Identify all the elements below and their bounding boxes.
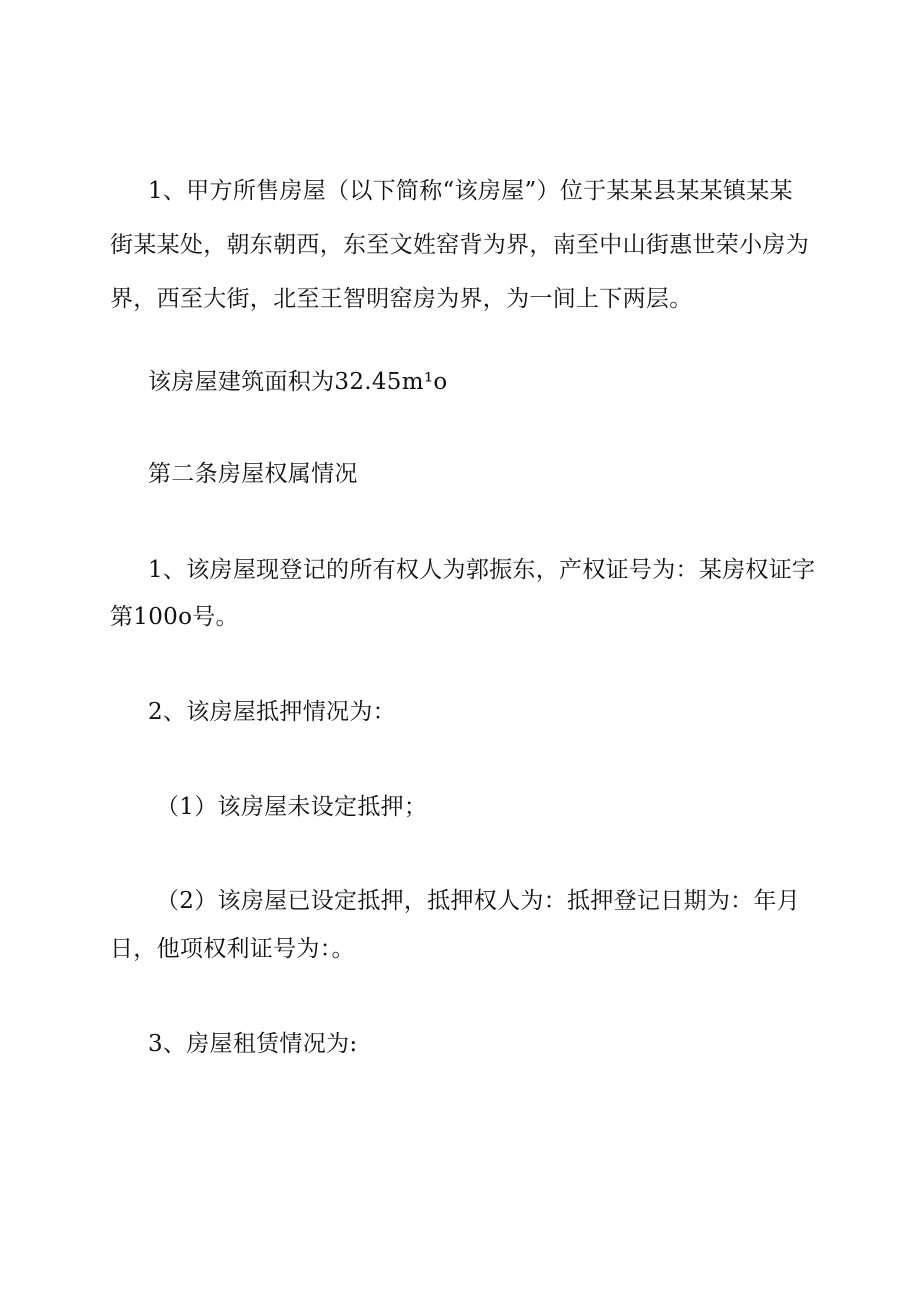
paragraph-1-line-3: 界，西至大街，北至王智明窑房为界，为一间上下两层。 [110,286,693,312]
section-heading-ownership: 第二条房屋权属情况 [148,461,358,487]
paragraph-1-line-2: 街某某处，朝东朝西，东至文姓窑背为界，南至中山街惠世荣小房为 [110,232,809,258]
paragraph-owner-line-2: 第100o号。 [110,604,239,630]
paragraph-mortgage-option-2-line-1: （2）该房屋已设定抵押，抵押权人为：抵押登记日期为：年月 [156,888,801,914]
paragraph-lease-heading: 3、房屋租赁情况为: [148,1031,358,1057]
paragraph-1-line-1: 1、甲方所售房屋（以下简称“该房屋”）位于某某县某某镇某某 [148,178,793,204]
paragraph-owner-line-1: 1、该房屋现登记的所有权人为郭振东，产权证号为：某房权证字 [148,557,816,583]
paragraph-mortgage-option-2-line-2: 日，他项权利证号为：。 [110,936,355,962]
paragraph-mortgage-heading: 2、该房屋抵押情况为： [148,699,396,725]
paragraph-area: 该房屋建筑面积为32.45m¹o [148,369,448,395]
paragraph-mortgage-option-1: （1）该房屋未设定抵押； [156,794,428,820]
